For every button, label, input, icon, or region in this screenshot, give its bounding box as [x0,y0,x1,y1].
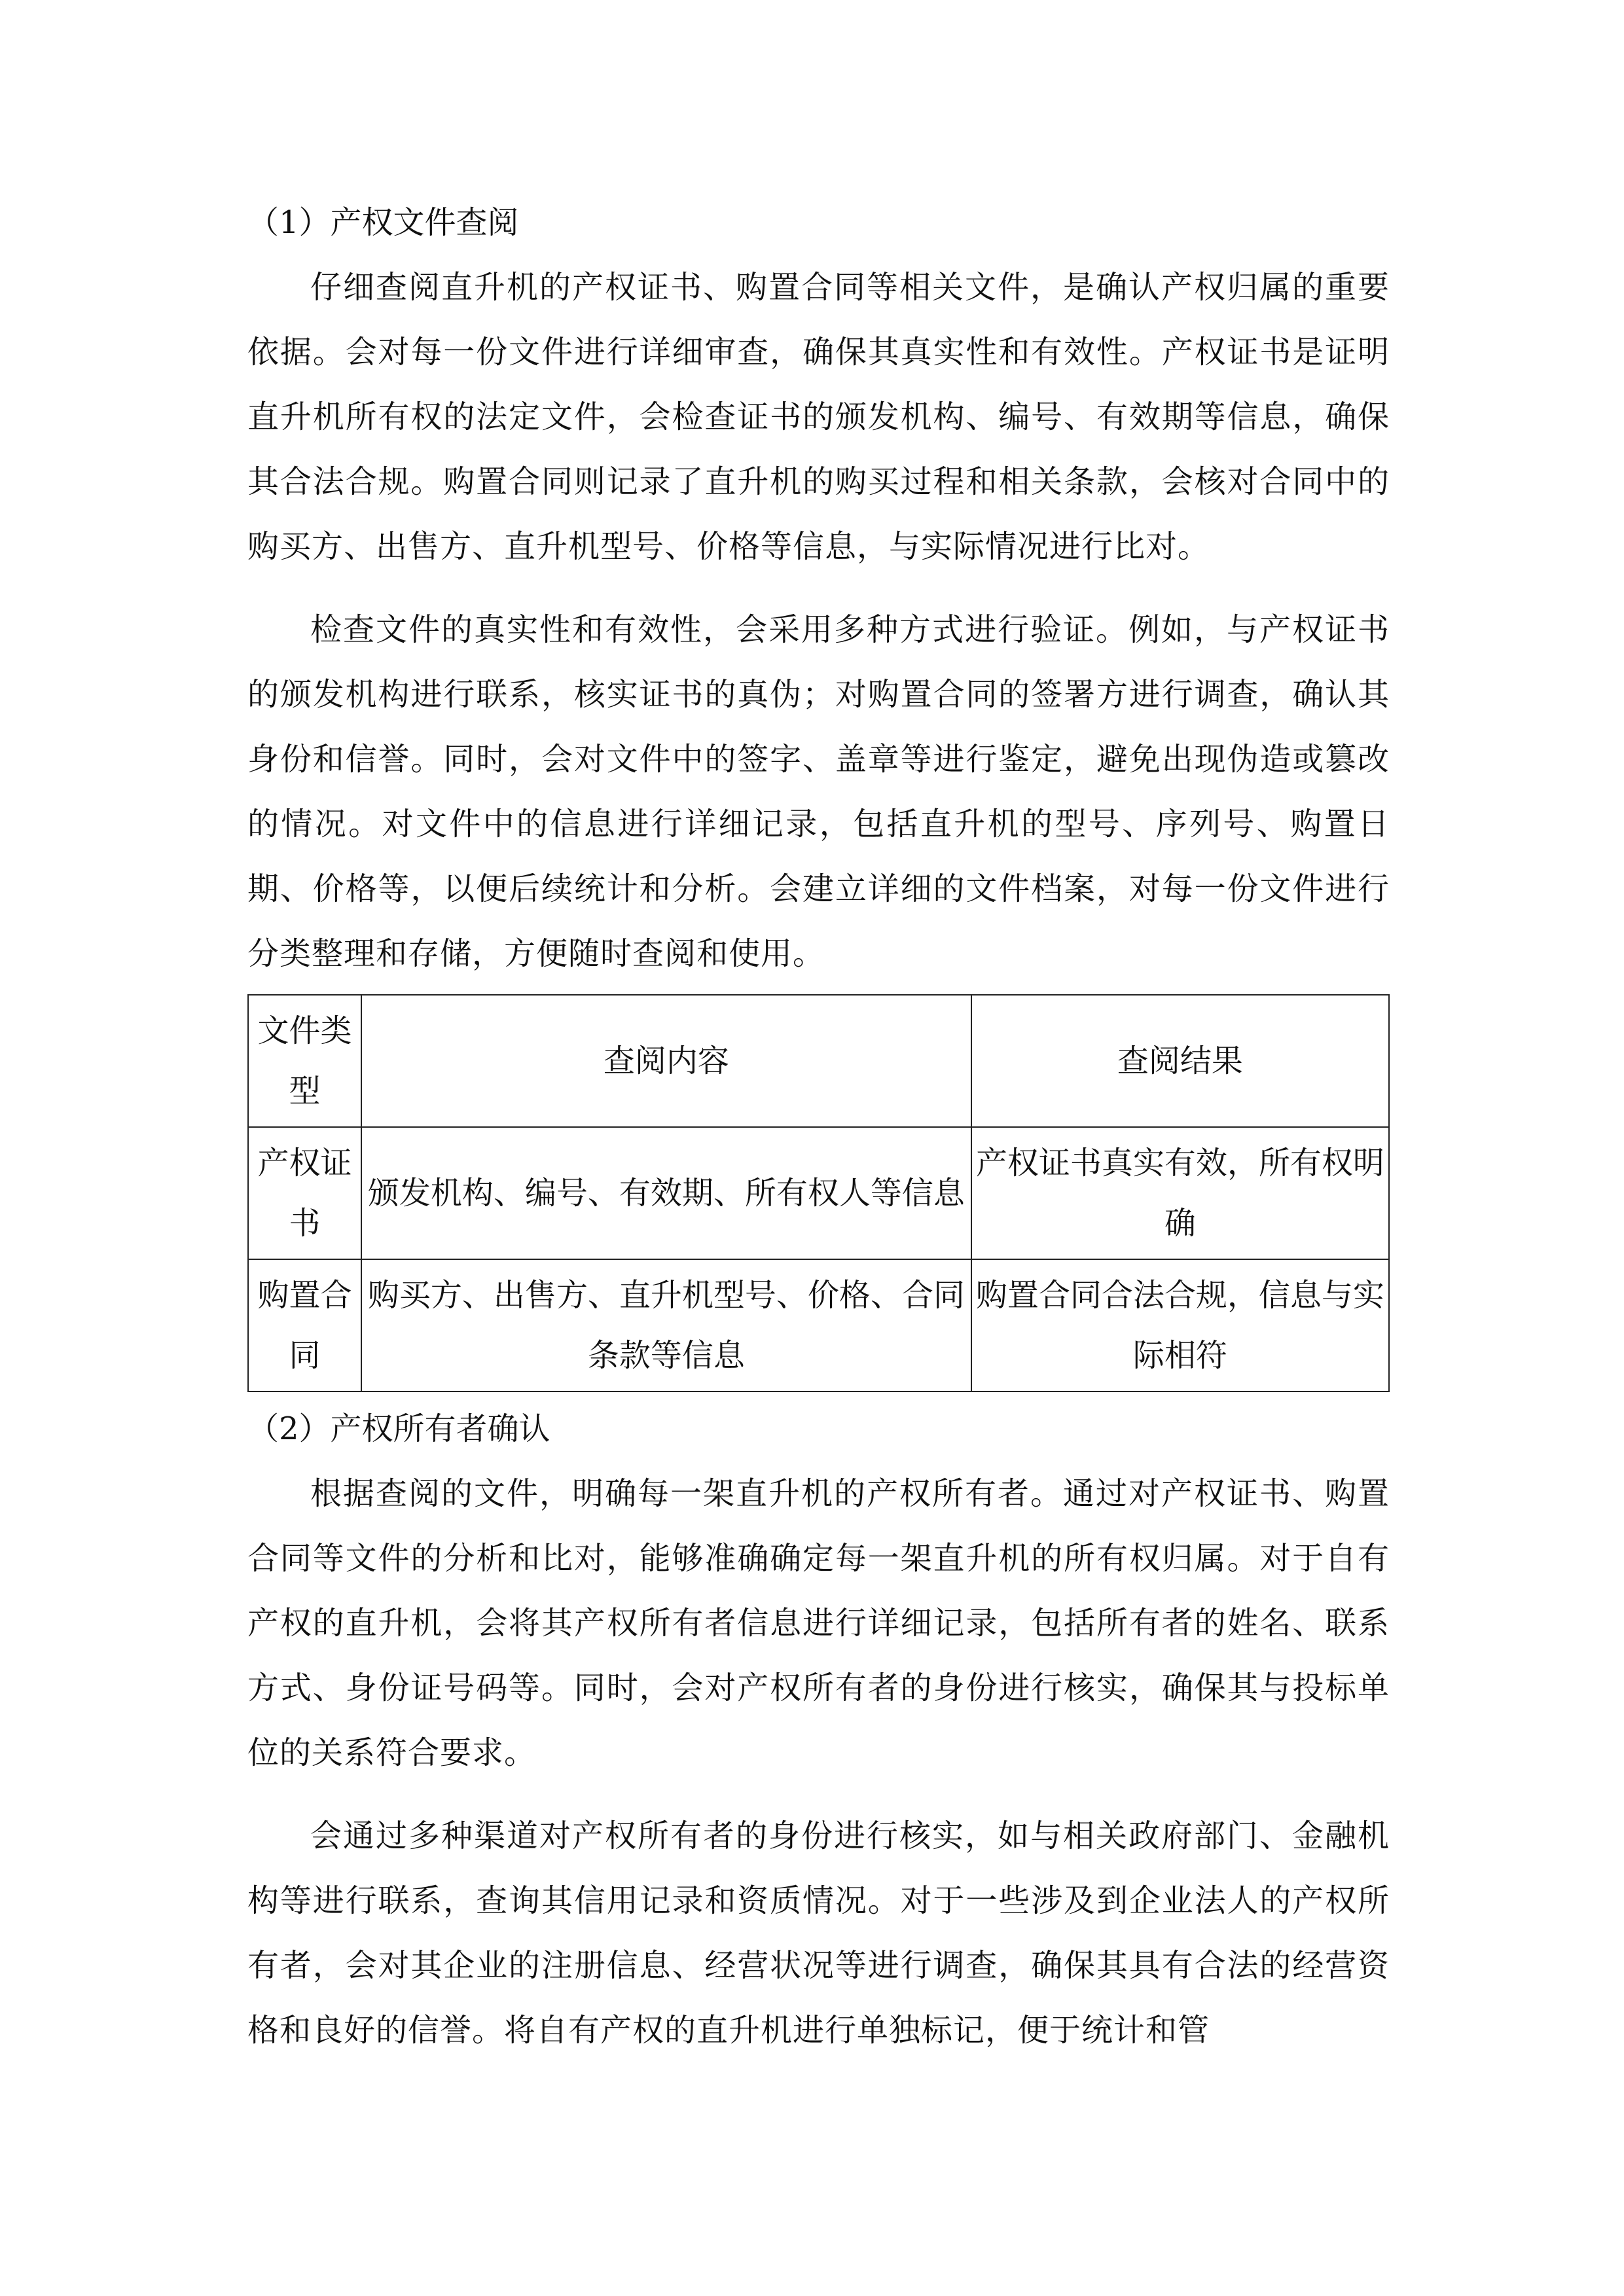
table-row [248,1127,1389,1259]
section-1-paragraph-2: 检查文件的真实性和有效性，会采用多种方式进行验证。例如，与产权证书的颁发机构进行联系，核实证书的真伪；对购置合同的签署方进行调查，确认其身份和信誉。同时，会对文件中的签字、盖章等进行鉴定，避免出现伪造或篡改的情况。对文件中的信息进行详细记录，包括直升机的型号、序列号、购置日期、价格等，以便后续统计和分析。会建立详细的文件档案，对每一份文件进行分类整理和存储，方便随时查阅和使用。 [247,611,1390,972]
section-2-paragraph-1: 根据查阅的文件，明确每一架直升机的产权所有者。通过对产权证书、购置合同等文件的分析和比对，能够准确确定每一架直升机的所有权归属。对于自有产权的直升机，会将其产权所有者信息进行详细记录，包括所有者的姓名、联系方式、身份证号码等。同时，会对产权所有者的身份进行核实，确保其与投标单位的关系符合要求。 [247,1475,1390,1771]
table-cell: 购置合同 [248,1259,361,1391]
table-cell: 颁发机构、编号、有效期、所有权人等信息 [361,1127,971,1259]
table-header-cell: 文件类型 [248,995,361,1127]
table-cell: 购置合同合法合规，信息与实际相符 [971,1259,1389,1391]
table-cell: 产权证书真实有效，所有权明确 [971,1127,1389,1259]
section-1-paragraph-1: 仔细查阅直升机的产权证书、购置合同等相关文件，是确认产权归属的重要依据。会对每一份文件进行详细审查，确保其真实性和有效性。产权证书是证明直升机所有权的法定文件，会检查证书的颁发机构、编号、有效期等信息，确保其合法合规。购置合同则记录了直升机的购买过程和相关条款，会核对合同中的购买方、出售方、直升机型号、价格等信息，与实际情况进行比对。 [247,269,1390,565]
section-2-heading: （2）产权所有者确认 [247,1410,550,1447]
document-review-table [247,994,1390,1392]
table-header-row [248,995,1389,1127]
document-page [247,190,1390,2063]
table-header-cell: 查阅内容 [361,995,971,1127]
section-2-paragraph-2: 会通过多种渠道对产权所有者的身份进行核实，如与相关政府部门、金融机构等进行联系，查询其信用记录和资质情况。对于一些涉及到企业法人的产权所有者，会对其企业的注册信息、经营状况等进行调查，确保其具有合法的经营资格和良好的信誉。将自有产权的直升机进行单独标记，便于统计和管 [247,1818,1390,2049]
table-header-cell: 查阅结果 [971,995,1389,1127]
section-1-heading: （1）产权文件查阅 [247,204,519,241]
table-cell: 购买方、出售方、直升机型号、价格、合同条款等信息 [361,1259,971,1391]
table-row [248,1259,1389,1391]
table-cell: 产权证书 [248,1127,361,1259]
